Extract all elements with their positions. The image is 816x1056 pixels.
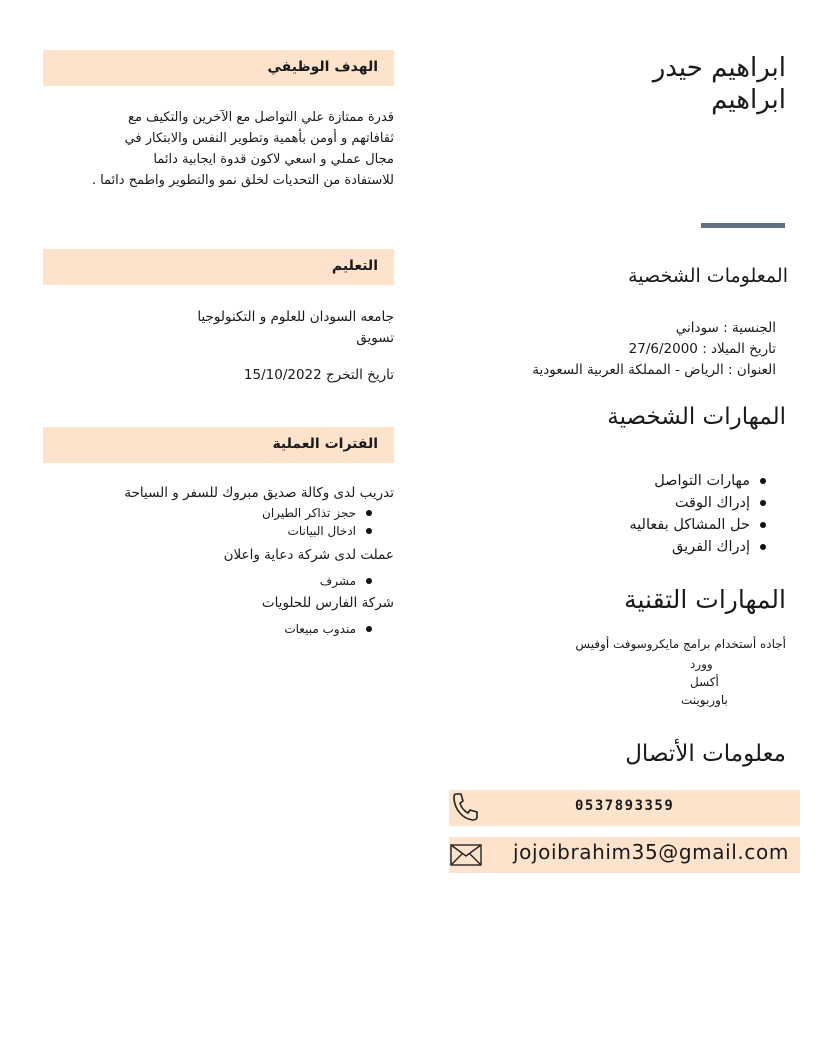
email-address[interactable]: jojoibrahim35@gmail.com [513,840,789,864]
personal-info-block [416,318,776,381]
personal-info-title: المعلومات الشخصية [628,265,788,287]
list-item: مشرف [43,572,374,590]
list-item: حل المشاكل بفعاليه [468,514,768,536]
objective-line: ثقافاتهم و أومن بأهمية وتطوير النفس والابتكار في [124,131,394,146]
list-item: إدراك الفريق [468,536,768,558]
job-tasks [43,620,374,638]
list-item: حجز تذاكر الطيران [43,504,374,522]
tech-skill-word: وورد [690,657,713,671]
major: تسويق [356,330,394,346]
job-place: عملت لدى شركة دعاية واعلان [223,547,394,563]
objective-line: للاستفادة من التحديات لخلق نمو والتطوير واطمح دائما . [91,173,394,188]
list-item: إدراك الوقت [468,492,768,514]
job-tasks [43,572,374,590]
list-item: ادخال البيانات [43,522,374,540]
objective-header [43,50,394,86]
name-line-1: ابراهيم حيدر [652,53,786,83]
tech-skill-powerpoint: باوربوينت [681,693,728,707]
objective-title: الهدف الوظيفي [267,59,378,75]
tech-skills-block [400,635,786,707]
tech-skill-excel: أكسل [690,675,719,689]
objective-text [43,107,394,191]
education-block [43,307,394,386]
birth-date: تاريخ الميلاد : 27/6/2000 [628,341,776,357]
phone-icon [449,790,481,824]
job-tasks [43,504,374,540]
job-place: شركة الفارس للحلويات [261,595,394,611]
experience-header [43,427,394,463]
list-item: مندوب مبيعات [43,620,374,638]
list-item: مهارات التواصل [468,470,768,492]
job-place: تدريب لدى وكالة صديق مبروك للسفر و السياحة [124,485,394,501]
tech-skills-title: المهارات التقنية [624,585,786,614]
education-title: التعليم [331,258,378,274]
candidate-name [486,52,786,116]
objective-line: قدرة ممتازة علي التواصل مع الآخرين والتكيف مع [128,110,394,125]
soft-skills-list [468,470,768,558]
education-header [43,249,394,285]
nationality: الجنسية : سوداني [675,320,776,336]
name-line-2: ابراهيم [711,85,786,115]
experience-block [43,482,394,638]
phone-number[interactable]: 0537893359 [575,798,675,814]
tech-skills-intro: أجاده أستخدام برامج مايكروسوفت أوفيس [575,637,786,651]
soft-skills-title: المهارات الشخصية [607,404,786,430]
university: جامعه السودان للعلوم و التكنولوجيا [197,309,394,325]
mail-icon [450,844,482,866]
contact-title: معلومات الأتصال [625,741,786,767]
divider-rule [701,223,785,228]
objective-line: مجال عملي و اسعي لاكون قدوة ايجابية دائما [153,152,394,167]
graduation-date: تاريخ التخرج 15/10/2022 [243,367,394,383]
address: العنوان : الرياض - المملكة العربية السعودية [532,362,776,378]
experience-title: الفترات العملية [272,436,378,452]
